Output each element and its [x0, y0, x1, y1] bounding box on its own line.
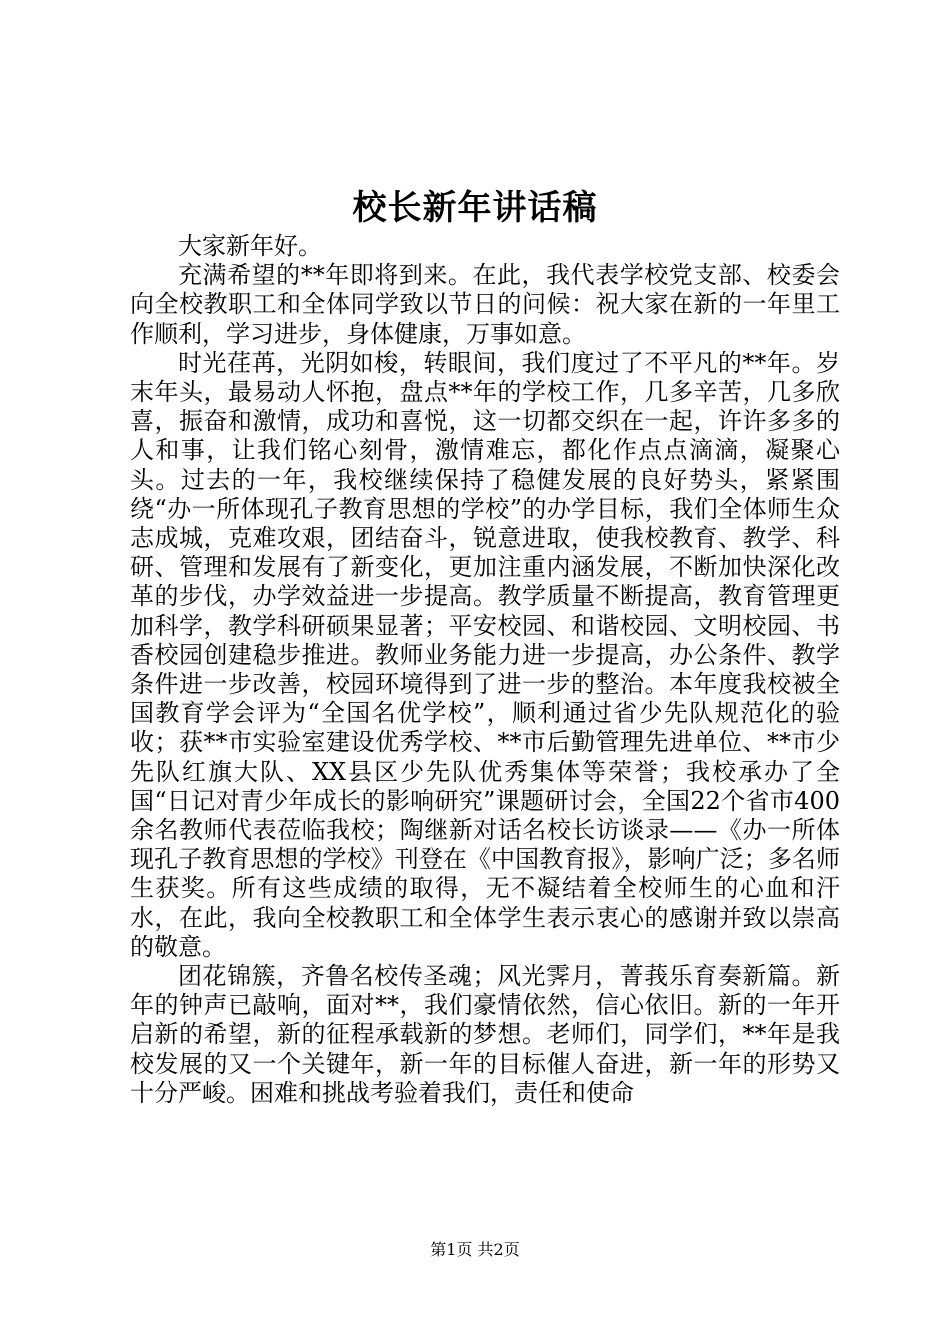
paragraph-new-year-outlook: 团花锦簇，齐鲁名校传圣魂；风光霁月，菁莪乐育奏新篇。新年的钟声已敲响，面对**，我们豪情依然，信心依旧。新的一年开启新的希望，新的征程承载新的梦想。老师们，同学们，**年是我校发展的又一个关键年，新一年的目标催人奋进，新一年的形势又十分严峻。困难和挑战考验着我们，责任和使命	[130, 962, 840, 1107]
page-number-footer: 第1页 共2页	[430, 1240, 520, 1259]
paragraph-greeting: 大家新年好。	[178, 232, 322, 260]
document-body	[130, 232, 840, 1108]
paragraph-year-review: 时光荏苒，光阴如梭，转眼间，我们度过了不平凡的**年。岁末年头，最易动人怀抱，盘点**年的学校工作，几多辛苦，几多欣喜，振奋和激情，成功和喜悦，这一切都交织在一起，许许多多的人和事，让我们铭心刻骨，激情难忘，都化作点点滴滴，凝聚心头。过去的一年，我校继续保持了稳健发展的良好势头，紧紧围绕“办一所体现孔子教育思想的学校”的办学目标，我们全体师生众志成城，克难攻艰，团结奋斗，锐意进取，使我校教育、教学、科研、管理和发展有了新变化，更加注重内涵发展，不断加快深化改革的步伐，办学效益进一步提高。教学质量不断提高，教育管理更加科学，教学科研硕果显著；平安校园、和谐校园、文明校园、书香校园创建稳步推进。教师业务能力进一步提高，办公条件、教学条件进一步改善，校园环境得到了进一步的整治。本年度我校被全国教育学会评为“全国名优学校”，顺利通过省少先队规范化的验收；获**市实验室建设优秀学校、**市后勤管理先进单位、**市少先队红旗大队、XX县区少先队优秀集体等荣誉；我校承办了全国“日记对青少年成长的影响研究”课题研讨会，全国22个省市400余名教师代表莅临我校；陶继新对话名校长访谈录——《办一所体现孔子教育思想的学校》刊登在《中国教育报》，影响广泛；多名师生获奖。所有这些成绩的取得，无不凝结着全校师生的心血和汗水，在此，我向全校教职工和全体学生表示衷心的感谢并致以崇高的敬意。	[130, 348, 840, 961]
paragraph-new-year-wishes: 充满希望的**年即将到来。在此，我代表学校党支部、校委会向全校教职工和全体同学致以节日的问候：祝大家在新的一年里工作顺利，学习进步，身体健康，万事如意。	[130, 261, 840, 348]
document-title: 校长新年讲话稿	[352, 188, 598, 228]
